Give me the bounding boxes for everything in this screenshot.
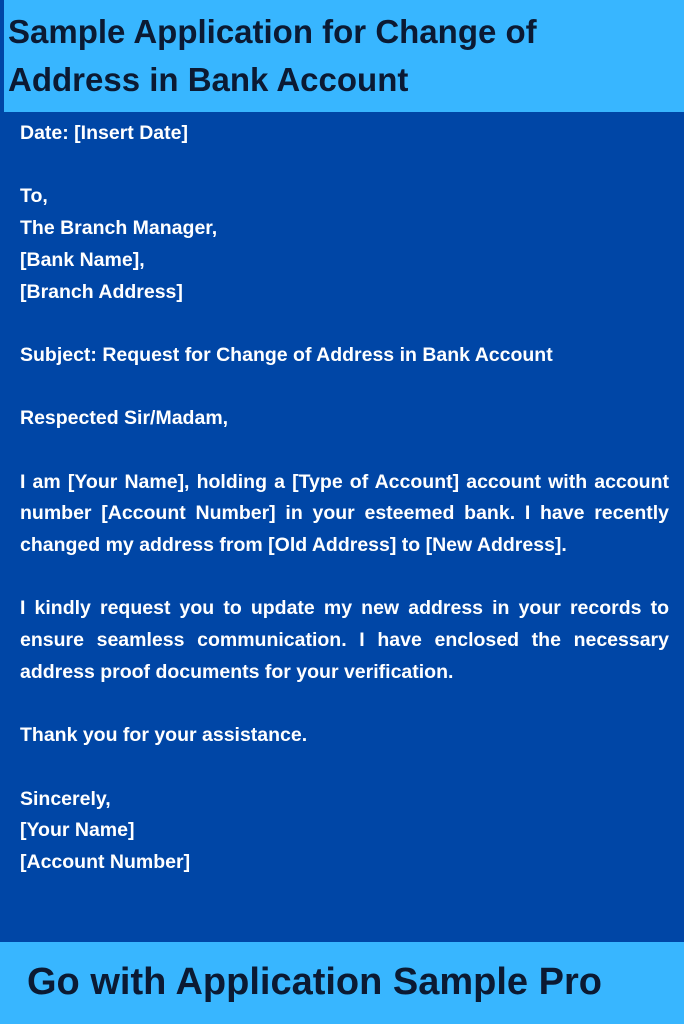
recipient-bank-name: [Bank Name], [20, 248, 145, 271]
page-title: Sample Application for Change of Address in Bank Account [8, 13, 537, 98]
letter-closing: Sincerely, [20, 787, 111, 810]
spacer [20, 372, 669, 404]
header-banner [0, 0, 684, 112]
recipient-title: The Branch Manager, [20, 217, 218, 240]
letter-subject: Subject: Request for Change of Address in Bank Account [20, 343, 553, 366]
letter-to: To, [20, 185, 48, 208]
recipient-branch-address: [Branch Address] [20, 280, 183, 303]
spacer [20, 150, 669, 182]
spacer [20, 435, 669, 467]
letter-salutation: Respected Sir/Madam, [20, 407, 229, 430]
signature-account: [Account Number] [20, 851, 191, 874]
spacer [20, 562, 669, 594]
spacer [20, 752, 669, 784]
signature-name: [Your Name] [20, 819, 135, 842]
footer-banner [0, 942, 684, 1024]
spacer [20, 308, 669, 340]
letter-paragraph-2: I kindly request you to update my new address in your records to ensure seamless communication. I have enclosed the necessary address proof documents for your verification. [20, 597, 669, 683]
letter-date: Date: [Insert Date] [20, 122, 188, 144]
letter-paragraph-1: I am [Your Name], holding a [Type of Account] account with account number [Account Number] in your esteemed bank. I have recently changed my address from [Old Address] to [New Address]. [20, 470, 669, 557]
footer-tagline: Go with Application Sample Pro [27, 961, 602, 1003]
letter-body [20, 118, 669, 879]
spacer [20, 689, 669, 721]
letter-thanks: Thank you for your assistance. [20, 724, 308, 747]
